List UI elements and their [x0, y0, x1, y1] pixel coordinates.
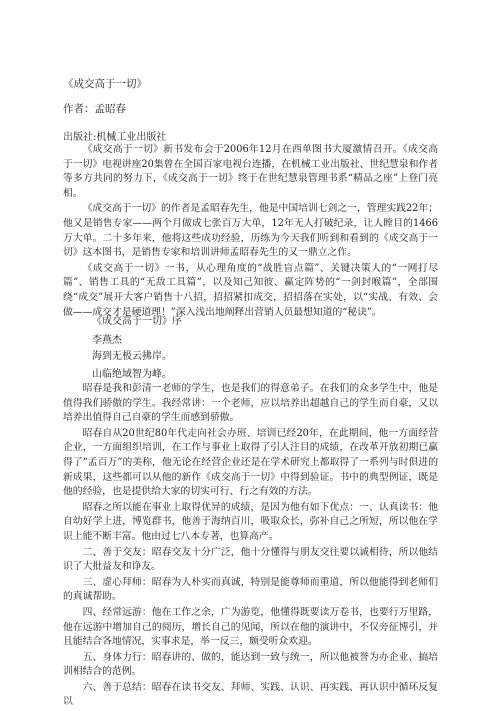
preface-body [63, 382, 438, 711]
preface-paragraph: 昭春自从20世纪80年代走向社会办班、培训已经20年，在此期间，他一方面经营企业，一方面组织培训，在工作与事业上取得了引人注目的成绩，在改革开放初期已赢得了“孟百万”的美称，他无论在经营企业还是在学术研究上都取得了一系列与时俱进的新成果，这些都可以从他的新作《成交高于一切》中得到验证。书中的典型例证，既是他的经验，也是提供给大家的切实可行、行之有效的方法。 [63, 427, 438, 498]
preface-paragraph: 昭春之所以能在事业上取得优异的成绩，是因为他有如下优点：一、认真读书：他自幼好学上进，博览群书，他善于海纳百川，吸取众长，弥补自己之所短，所以他在学识上能不断丰富。他由过七八本专著，也算高产。 [63, 501, 438, 542]
intro-paragraph: 《成交高于一切》的作者是孟昭春先生，他是中国培训七剑之一，管理实践22年；他又是销售专家——两个月做成七张百万大单，12年无人打破纪录，让人瞠目的1466万大单。二十多年来，他将这些成功经验，历练为今天我们听到和看到的《成交高于一切》这本图书，是销售专家和培训讲师孟昭春先生的又一鼎立之作。 [63, 203, 438, 259]
preface-paragraph: 昭春是我和彭清一老师的学生，也是我们的得意弟子。在我们的众多学生中，他是值得我们骄傲的学生。我经常讲：一个老师，应以培养出超越自己的学生而自豪，又以培养出值得自己自豪的学生而感到骄傲。 [63, 383, 438, 424]
author-line: 作者：孟昭春 [63, 103, 126, 115]
preface-paragraph: 五、身体力行：昭春讲的、做的，能达到一致与统一，所以他被誉为办企业、搞培训相结合的范例。 [63, 651, 438, 678]
preface-paragraph: 二、善于交友：昭春交友十分广泛，他十分懂得与朋友交往要以诚相待，所以他结识了大批益友和诤友。 [63, 546, 438, 573]
publisher-line: 出版社:机械工业出版社 [63, 132, 167, 143]
intro-section [63, 143, 438, 321]
intro-paragraph: 《成交高于一切》新书发布会于2006年12月在西单图书大厦激情召开。《成交高于一切》电视讲座20集曾在全国百家电视台连播，在机械工业出版社、世纪慧泉和作者等多方共同的努力下，《成交高于一切》终于在世纪慧泉管理书系“精品之座”上登门亮相。 [63, 144, 438, 199]
preface-paragraph: 四、经常远游：他在工作之余，广为游览，他懂得既要读万卷书，也要行万里路，他在远游中增加自己的阅历，增长自己的见闻，所以在他的演讲中，不仅旁征博引，并且能结合各地情况，实事求是，举一反三，颇受听众欢迎。 [63, 606, 438, 648]
preface-author: 李燕杰 [92, 335, 122, 346]
preface-paragraph: 六、善于总结：昭春在读书交友、拜师、实践、认识、再实践、再认识中循环反复以 [63, 681, 438, 708]
preface-title: 《成交高于一切》序 [92, 316, 182, 327]
poem-line: 山临绝域智为峰。 [92, 369, 172, 380]
poem-line: 海到无极云拂岸。 [92, 351, 172, 362]
preface-paragraph: 三、虚心拜师：昭春为人朴实而真诚，特别是能尊师而重道，所以他能得到老师们的真诚帮助。 [63, 576, 438, 603]
book-title: 《成交高于一切》 [63, 78, 147, 90]
intro-paragraph: 《成交高于一切》一书，从心理角度的“战胜盲点篇”、关键决策人的“一网打尽篇”、销售工具的“无敌工具篇”，以及知己知彼、赢定阵势的“一剑封喉篇”，全部围绕“成交”展开大客户销售十八招，招招紧扣成交，招招落在实处，以“实战、有效、会做——成交才是硬道理！”深入浅出地阐释出营销人员最想知道的“秘诀”。 [63, 262, 438, 318]
